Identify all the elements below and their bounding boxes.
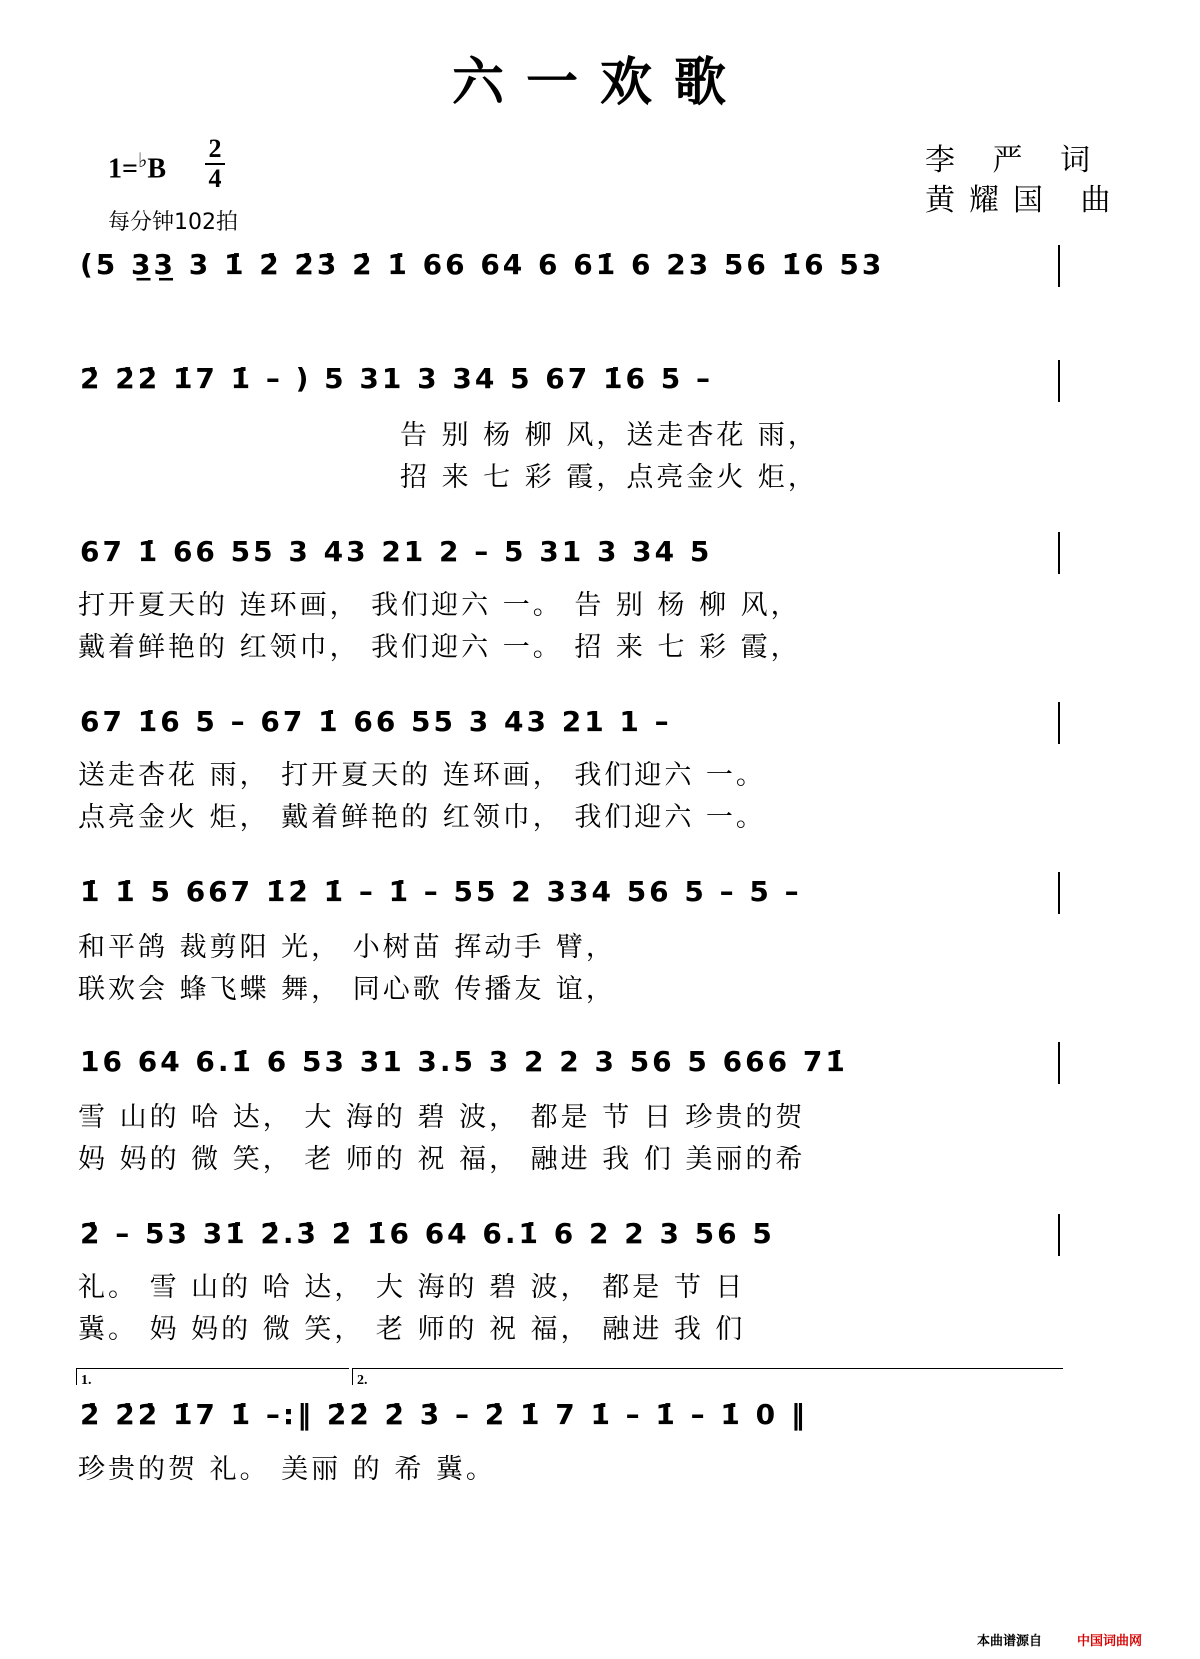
score-row-6-lyrics-1: 雪 山的 哈 达， 大 海的 碧 波， 都是 节 日 珍贵的贺 xyxy=(78,1102,806,1133)
composer-credit: 黄耀国 曲 xyxy=(925,183,1125,218)
barline xyxy=(1058,1042,1060,1084)
barline xyxy=(1058,872,1060,914)
score-row-6-notes: 16 64 6.1̇ 6 53 31 3.5 3 2 2 3 56 5 666 71̇ xyxy=(80,1045,848,1078)
footer-source-text: 本曲谱源自 xyxy=(976,1634,1042,1649)
barline xyxy=(1058,702,1060,744)
key-signature xyxy=(108,148,166,185)
volta-1-label: 1. xyxy=(81,1373,92,1388)
time-signature xyxy=(205,136,225,192)
score-row-1-notes: (5 3̲3̲ 3 1̇ 2̇ 2̇3̇ 2̇ 1̇ 66 64 6 61̇ 6 23 56 1̇6 53 xyxy=(80,248,885,281)
score-row-4-lyrics-2: 点亮金火 炬， 戴着鲜艳的 红领巾， 我们迎六 一。 xyxy=(78,802,766,833)
score-row-7-lyrics-2: 冀。 妈 妈的 微 笑， 老 师的 祝 福， 融进 我 们 xyxy=(78,1314,746,1345)
score-row-2-lyrics-1: 告 别 杨 柳 风，送走杏花 雨， xyxy=(400,420,818,451)
score-row-6-lyrics-2: 妈 妈的 微 笑， 老 师的 祝 福， 融进 我 们 美丽的希 xyxy=(78,1144,806,1175)
footer-site-link[interactable]: 中国词曲网 xyxy=(1076,1634,1142,1649)
score-row-5-lyrics-2: 联欢会 蜂飞蝶 舞， 同心歌 传播友 谊， xyxy=(78,974,616,1005)
barline xyxy=(1058,532,1060,574)
song-title: 六一欢歌 xyxy=(451,52,748,113)
score-row-7-lyrics-1: 礼。 雪 山的 哈 达， 大 海的 碧 波， 都是 节 日 xyxy=(78,1272,746,1303)
time-top: 2 xyxy=(208,134,222,163)
score-row-5-notes: 1̇ 1̇ 5 667 1̇2̇ 1̇ – 1̇ – 55 2 334 56 5 – 5 – xyxy=(80,875,802,908)
volta-2-label: 2. xyxy=(357,1373,368,1388)
flat-sign: ♭ xyxy=(137,150,148,172)
key-note: B xyxy=(147,153,167,185)
volta-second-ending xyxy=(352,1368,1063,1388)
score-row-5-lyrics-1: 和平鸽 裁剪阳 光， 小树苗 挥动手 臂， xyxy=(78,932,616,963)
tempo-marking: 每分钟102拍 xyxy=(108,210,238,235)
lyricist-credit: 李 严 词 xyxy=(925,143,1105,178)
volta-first-ending xyxy=(76,1368,349,1388)
score-row-4-notes: 67 1̇6 5 – 67 1̇ 66 55 3 43 21 1 – xyxy=(80,705,672,738)
score-row-8-lyrics-1: 珍贵的贺 礼。 美丽 的 希 冀。 xyxy=(78,1454,496,1485)
score-row-3-notes: 67 1̇ 66 55 3 43 21 2 – 5 31 3 34 5 xyxy=(80,535,713,568)
score-row-4-lyrics-1: 送走杏花 雨， 打开夏天的 连环画， 我们迎六 一。 xyxy=(78,760,766,791)
score-row-3-lyrics-1: 打开夏天的 连环画， 我们迎六 一。 告 别 杨 柳 风， xyxy=(78,590,801,621)
score-row-8-notes: 2̇ 2̇2̇ 1̇7 1̇ –:‖ 2̇2̇ 2̇ 3̇ – 2̇ 1̇ 7 1̇ – 1̇ – 1̇ 0 ‖ xyxy=(80,1398,808,1431)
score-row-7-notes: 2̇ – 53 31̇ 2̇.3̇ 2̇ 1̇6 64 6.1̇ 6 2 2 3 56 5 xyxy=(80,1217,775,1250)
barline xyxy=(1058,245,1060,287)
time-bottom: 4 xyxy=(208,164,222,193)
score-row-3-lyrics-2: 戴着鲜艳的 红领巾， 我们迎六 一。 招 来 七 彩 霞， xyxy=(78,632,801,663)
barline xyxy=(1058,360,1060,402)
barline xyxy=(1058,1214,1060,1256)
score-row-2-lyrics-2: 招 来 七 彩 霞，点亮金火 炬， xyxy=(400,462,818,493)
key-prefix: 1= xyxy=(108,153,138,185)
score-row-2-notes: 2̇ 2̇2̇ 1̇7 1̇ – ) 5 31 3 34 5 67 1̇6 5 – xyxy=(80,362,713,395)
